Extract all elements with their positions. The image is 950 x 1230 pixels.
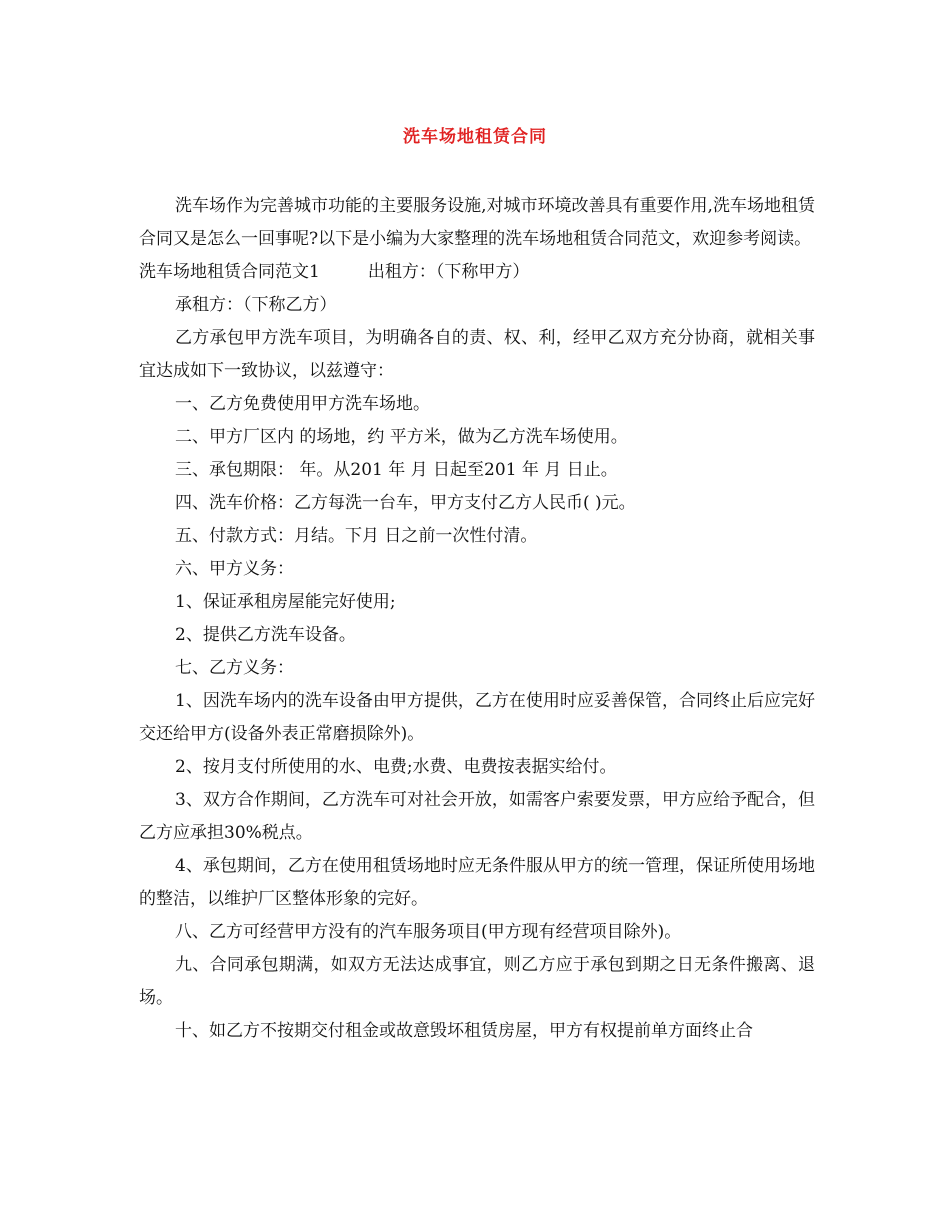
clause-paragraph: 七、乙方义务： xyxy=(175,658,294,678)
intro-paragraph: 洗车场作为完善城市功能的主要服务设施,对城市环境改善具有重要作用,洗车场地租赁合同又是怎么一回事呢?以下是小编为大家整理的洗车场地租赁合同范文，欢迎参考阅读。 xyxy=(139,196,815,249)
clause-paragraph: 四、洗车价格：乙方每洗一台车，甲方支付乙方人民币( )元。 xyxy=(175,493,636,513)
clause-paragraph: 1、因洗车场内的洗车设备由甲方提供，乙方在使用时应妥善保管，合同终止后应完好交还给甲方(设备外表正常磨损除外)。 xyxy=(139,691,815,744)
clause-paragraph: 2、按月支付所使用的水、电费;水费、电费按表据实给付。 xyxy=(175,757,617,777)
clause-paragraph: 乙方承包甲方洗车项目，为明确各自的责、权、利，经甲乙双方充分协商，就相关事宜达成如下一致协议，以兹遵守： xyxy=(139,328,815,381)
document-body xyxy=(139,190,815,1048)
clause-paragraph: 五、付款方式：月结。下月 日之前一次性付清。 xyxy=(175,526,538,546)
lessee-label: 承租方：（下称乙方） xyxy=(175,295,337,315)
section-heading-line xyxy=(139,256,815,289)
clause-paragraph: 九、合同承包期满，如双方无法达成事宜，则乙方应于承包到期之日无条件搬离、退场。 xyxy=(139,955,815,1008)
document-title: 洗车场地租赁合同 xyxy=(403,127,547,147)
section-heading: 洗车场地租赁合同范文1 xyxy=(139,262,320,282)
clause-paragraph: 十、如乙方不按期交付租金或故意毁坏租赁房屋，甲方有权提前单方面终止合 xyxy=(175,1021,753,1041)
clause-paragraph: 4、承包期间，乙方在使用租赁场地时应无条件服从甲方的统一管理，保证所使用场地的整洁，以维护厂区整体形象的完好。 xyxy=(139,856,815,909)
clause-paragraph: 三、承包期限： 年。从201 年 月 日起至201 年 月 日止。 xyxy=(175,460,618,480)
lessor-label: 出租方：（下称甲方） xyxy=(367,262,530,282)
clause-paragraph: 3、双方合作期间，乙方洗车可对社会开放，如需客户索要发票，甲方应给予配合，但乙方应承担30%税点。 xyxy=(139,790,815,843)
clause-paragraph: 一、乙方免费使用甲方洗车场地。 xyxy=(175,394,430,414)
clause-paragraph: 2、提供乙方洗车设备。 xyxy=(175,625,356,645)
clause-paragraph: 1、保证承租房屋能完好使用; xyxy=(175,592,396,612)
clause-paragraph: 六、甲方义务： xyxy=(175,559,294,579)
clause-paragraph: 八、乙方可经营甲方没有的汽车服务项目(甲方现有经营项目除外)。 xyxy=(175,922,682,942)
clause-paragraph: 二、甲方厂区内 的场地，约 平方米，做为乙方洗车场使用。 xyxy=(175,427,628,447)
